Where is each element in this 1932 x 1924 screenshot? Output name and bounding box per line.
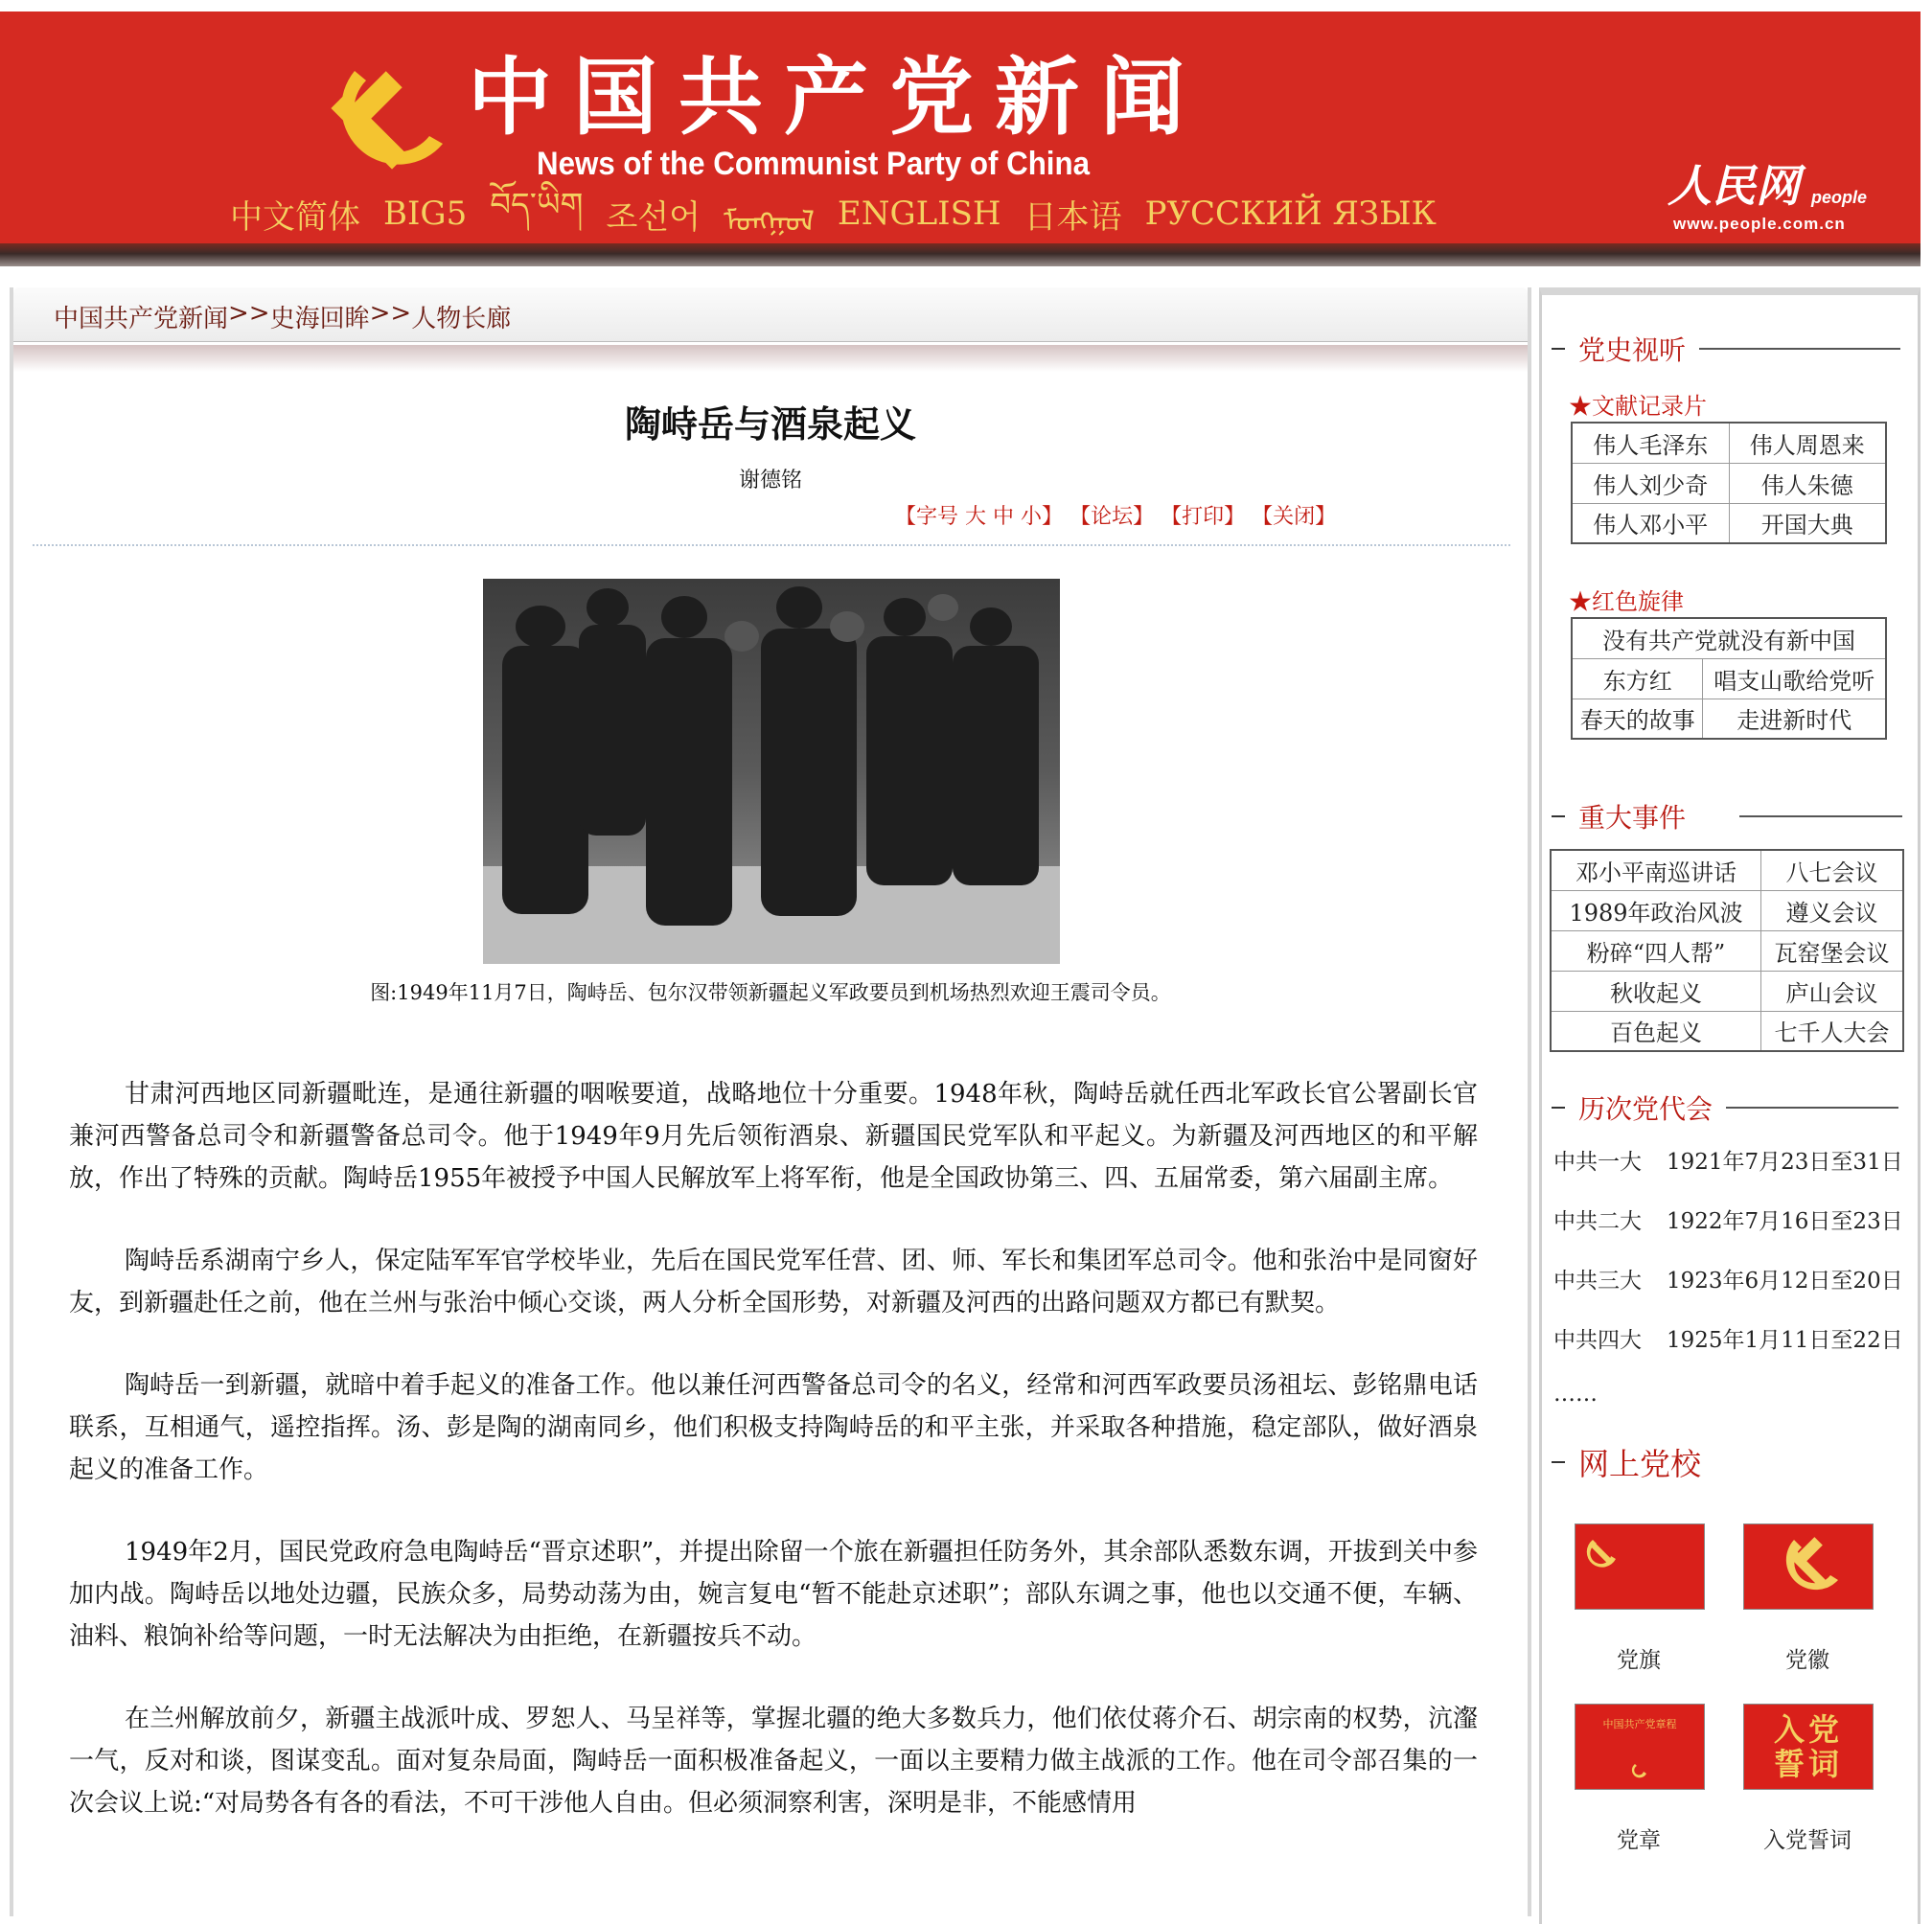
events-table [1550, 849, 1904, 1052]
lang-link-simplified[interactable]: 中文简体 [230, 197, 360, 237]
lang-link-tibetan[interactable]: བོད་ཡིག [490, 186, 584, 224]
event-link[interactable]: 瓦窑堡会议 [1761, 930, 1904, 971]
article-tools [895, 500, 1336, 530]
article-author: 谢德铭 [738, 469, 802, 492]
font-medium-button[interactable]: 中 [993, 505, 1015, 529]
language-switcher [230, 186, 1437, 239]
section-dash [1552, 1107, 1565, 1109]
paragraph: 陶峙岳系湖南宁乡人，保定陆军军官学校毕业，先后在国民党军任营、团、师、军长和集团军总司令。他和张治中是同窗好友，到新疆赴任之前，他在兰州与张治中倾心交谈，两人分析全国形势，对新疆及河西的出路问题双方都已有默契。 [69, 1247, 1478, 1317]
section-rule [1699, 348, 1900, 350]
congress-row[interactable] [1553, 1263, 1903, 1294]
section-rule [1739, 815, 1902, 817]
section-title: 重大事件 [1578, 802, 1687, 834]
section-title: 网上党校 [1578, 1446, 1702, 1482]
title-divider [33, 544, 1510, 546]
sidebar [1539, 287, 1920, 1924]
section-dash [1552, 348, 1565, 350]
main-content [10, 287, 1531, 1916]
oath-cover-text: 入党誓词 [1773, 1711, 1843, 1782]
section-header-history-media [1552, 330, 1900, 368]
hammer-sickle-icon [1576, 1524, 1704, 1609]
song-link[interactable]: 唱支山歌给党听 [1703, 658, 1886, 699]
banner-divider [0, 243, 1920, 266]
lang-link-russian[interactable]: РУССКИЙ ЯЗЫК [1144, 195, 1437, 233]
event-link[interactable]: 七千人大会 [1761, 1011, 1904, 1051]
people-logo-url: www.people.com.cn [1673, 215, 1846, 233]
section-header-events [1552, 797, 1902, 836]
article-photo [483, 579, 1060, 964]
lang-link-korean[interactable]: 조선어 [606, 197, 701, 237]
congress-name: 中共二大 [1553, 1209, 1642, 1234]
paragraph: 陶峙岳一到新疆，就暗中着手起义的准备工作。他以兼任河西警备总司令的名义，经常和河西军政要员汤祖坛、彭铭鼎电话联系，互相通气，遥控指挥。汤、彭是陶的湖南同乡，他们积极支持陶峙岳的和平主张，并采取各种措施，稳定部队，做好酒泉起义的准备工作。 [69, 1371, 1478, 1484]
song-link[interactable]: 春天的故事 [1572, 699, 1703, 739]
documentary-link[interactable]: 开国大典 [1729, 503, 1886, 543]
breadcrumb-bar [13, 287, 1528, 342]
people-logo-name: 人民网 [1668, 160, 1800, 212]
congress-date: 1922年7月16日至23日 [1667, 1209, 1903, 1234]
lang-link-mongolian[interactable]: ᠮᠣᠩᠭᠣᠯ [723, 204, 815, 239]
constitution-label[interactable]: 党章 [1617, 1828, 1661, 1853]
documentary-link[interactable]: 伟人朱德 [1729, 463, 1886, 503]
article-title: 陶峙岳与酒泉起义 [624, 402, 916, 446]
event-link[interactable]: 遵义会议 [1761, 890, 1904, 930]
breadcrumb-history[interactable]: 史海回眸 [269, 305, 370, 333]
congress-name: 中共一大 [1553, 1150, 1642, 1175]
congress-row[interactable] [1553, 1322, 1903, 1354]
event-link[interactable]: 庐山会议 [1761, 971, 1904, 1011]
documentaries-table [1571, 422, 1887, 544]
documentaries-heading: ★文献记录片 [1569, 393, 1707, 420]
section-dash [1552, 1461, 1565, 1463]
font-small-button[interactable]: 小】 [1021, 505, 1064, 529]
songs-table [1571, 617, 1887, 740]
historical-photo-figures [483, 579, 1060, 964]
documentary-link[interactable]: 伟人刘少奇 [1572, 463, 1729, 503]
song-link[interactable]: 走进新时代 [1703, 699, 1886, 739]
people-daily-logo[interactable] [1668, 151, 1888, 238]
print-link[interactable]: 【打印】 [1161, 505, 1246, 529]
paragraph: 在兰州解放前夕，新疆主战派叶成、罗恕人、马呈祥等，掌握北疆的绝大多数兵力，他们依仗蒋介石、胡宗南的权势，沆瀣一气，反对和谈，图谋变乱。面对复杂局面，陶峙岳一面积极准备起义，一面以主要精力做主战派的工作。他在司令部召集的一次会议上说:“对局势各有各的看法，不可干涉他人自由。但必须洞察利害，深明是非，不能感情用 [69, 1705, 1478, 1818]
section-title: 历次党代会 [1578, 1093, 1714, 1125]
party-oath-icon[interactable] [1743, 1704, 1874, 1790]
section-header-congresses [1552, 1088, 1898, 1127]
constitution-cover-text: 中国共产党章程 [1602, 1718, 1677, 1730]
hammer-sickle-icon [1576, 1705, 1704, 1789]
section-header-school [1552, 1443, 1701, 1481]
people-logo-en: people [1811, 188, 1868, 207]
song-link[interactable]: 没有共产党就没有新中国 [1572, 618, 1886, 658]
section-title: 党史视听 [1578, 334, 1687, 366]
breadcrumb [54, 299, 511, 334]
header-shade [13, 345, 1528, 372]
event-link[interactable]: 秋收起义 [1551, 971, 1761, 1011]
forum-link[interactable]: 【论坛】 [1070, 505, 1155, 529]
event-link[interactable]: 百色起义 [1551, 1011, 1761, 1051]
congress-date: 1925年1月11日至22日 [1667, 1328, 1903, 1353]
documentary-link[interactable]: 伟人周恩来 [1729, 423, 1886, 463]
congress-row[interactable] [1553, 1144, 1903, 1176]
event-link[interactable]: 粉碎“四人帮” [1551, 930, 1761, 971]
event-link[interactable]: 1989年政治风波 [1551, 890, 1761, 930]
lang-link-big5[interactable]: BIG5 [383, 195, 468, 233]
lang-link-english[interactable]: ENGLISH [837, 195, 1001, 233]
songs-heading: ★红色旋律 [1569, 588, 1684, 615]
lang-link-japanese[interactable]: 日本语 [1024, 197, 1122, 237]
breadcrumb-figures[interactable]: 人物长廊 [411, 305, 512, 333]
hammer-sickle-icon [1744, 1524, 1873, 1609]
font-large-button[interactable]: 大 [965, 505, 987, 529]
party-emblem-icon[interactable] [1743, 1523, 1874, 1610]
congress-date: 1923年6月12日至20日 [1667, 1269, 1903, 1294]
breadcrumb-separator: >> [369, 299, 412, 328]
emblem-label[interactable]: 党徽 [1785, 1648, 1829, 1673]
site-title: 中国共产党新闻 [468, 48, 1207, 147]
event-link[interactable]: 邓小平南巡讲话 [1551, 850, 1761, 890]
close-link[interactable]: 【关闭】 [1252, 505, 1337, 529]
congress-date: 1921年7月23日至31日 [1667, 1150, 1903, 1175]
breadcrumb-separator: >> [228, 299, 270, 328]
party-constitution-icon[interactable] [1575, 1704, 1705, 1790]
flag-label[interactable]: 党旗 [1617, 1648, 1661, 1673]
congress-name: 中共三大 [1553, 1269, 1642, 1294]
font-size-label: 【字号 [895, 505, 959, 529]
event-link[interactable]: 八七会议 [1761, 850, 1904, 890]
paragraph: 甘肃河西地区同新疆毗连，是通往新疆的咽喉要道，战略地位十分重要。1948年秋，陶峙岳就任西北军政长官公署副长官兼河西警备总司令和新疆警备总司令。他于1949年9月先后领衔酒泉、新疆国民党军队和平起义。为新疆及河西地区的和平解放，作出了特殊的贡献。陶峙岳1955年被授予中国人民解放军上将军衔，他是全国政协第三、四、五届常委，第六届副主席。 [69, 1080, 1478, 1193]
documentary-link[interactable]: 伟人毛泽东 [1572, 423, 1729, 463]
site-title-english: News of the Communist Party of China [537, 146, 1091, 182]
documentary-link[interactable]: 伟人邓小平 [1572, 503, 1729, 543]
party-flag-icon[interactable] [1575, 1523, 1705, 1610]
photo-caption: 图:1949年11月7日，陶峙岳、包尔汉带领新疆起义军政要员到机场热烈欢迎王震司令员。 [370, 981, 1171, 1004]
breadcrumb-home[interactable]: 中国共产党新闻 [54, 305, 229, 333]
oath-label[interactable]: 入党誓词 [1763, 1828, 1852, 1853]
article-body [69, 1073, 1478, 1865]
congress-row[interactable] [1553, 1203, 1903, 1235]
section-dash [1552, 815, 1565, 817]
paragraph: 1949年2月，国民党政府急电陶峙岳“晋京述职”，并提出除留一个旅在新疆担任防务外，其余部队悉数东调，开拔到关中参加内战。陶峙岳以地处边疆，民族众多，局势动荡为由，婉言复电“暂不能赴京述职”；部队东调之事，他也以交通不便，车辆、油料、粮饷补给等问题，一时无法解决为由拒绝，在新疆按兵不动。 [69, 1538, 1478, 1651]
congress-more[interactable]: …… [1553, 1382, 1598, 1407]
section-rule [1726, 1107, 1898, 1109]
congress-name: 中共四大 [1553, 1328, 1642, 1353]
song-link[interactable]: 东方红 [1572, 658, 1703, 699]
site-banner [0, 11, 1920, 243]
hammer-sickle-logo-icon [316, 50, 460, 184]
